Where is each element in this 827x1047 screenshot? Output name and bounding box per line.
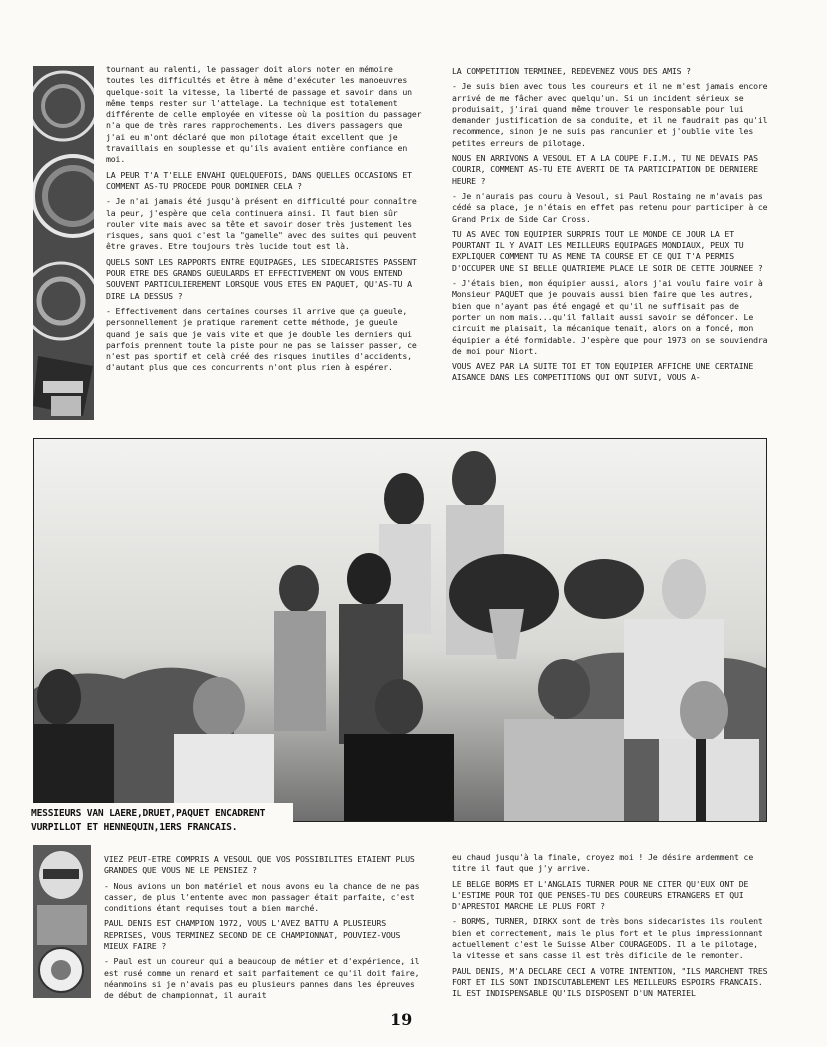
interview-question: PAUL DENIS EST CHAMPION 1972, VOUS L'AVEZ BATTU A PLUSIEURS REPRISES, VOUS TERMINEZ SECOND DE CE CHAMPIONNAT, POUVIEZ-VOUS MIEUX FAIRE ? — [104, 918, 401, 952]
paragraph: tournant au ralenti, le passager doit alors noter en mémoire toutes les difficultés et être à même d'exécuter les manoeuvres quelque-soit la vitesse, la liberté de passage et savoir dans un même temps rester sur l'attelage. La technique est totalement différente de celle employée en vitesse où la position du passager n'a que de très rares rapprochements. Les divers passagers que j'ai eu m'ont déclaré que mon pilotage était excellent que je travaillais en souplesse et qu'ils avaient entière confiance en moi. — [106, 64, 422, 165]
interview-question: VIEZ PEUT-ETRE COMPRIS A VESOUL QUE VOS POSSIBILITES ETAIENT PLUS GRANDES QUE VOUS NE LE PENSIEZ ? — [104, 854, 415, 876]
photo-caption — [27, 803, 293, 841]
article-column-bottom-left — [104, 854, 422, 1006]
interview-answer: - BORMS, TURNER, DIRKX sont de très bons sidecaristes ils roulent bien et correctement, mais le plus fort et le plus impressionnant actuellement c'est le Suisse Alber COURAGEODS. Il a le pilotage, la vitesse et sans casse il est très dificile de le remonter. — [452, 916, 763, 961]
interview-question: NOUS EN ARRIVONS A VESOUL ET A LA COUPE F.I.M., TU NE DEVAIS PAS COURIR, COMMENT AS-TU ETE AVERTI DE TA PARTICIPATION DE DERNIERE HEURE ? — [452, 153, 758, 186]
interview-answer: - Je n'ai jamais été jusqu'à présent en difficulté pour connaître la peur, j'espère que cela continuera ainsi. Il faut bien sûr rouler vite mais avec sa tête et savoir doser très justement les risques, sans quoi c'est la "gamelle" avec des suites qui peuvent être graves. Etre toujours très lucide tout est là. — [106, 196, 417, 252]
podium-group-photo — [33, 438, 767, 822]
interview-answer: eu chaud jusqu'à la finale, croyez moi ! Je désire ardemment ce titre il faut que j'y arrive. — [452, 852, 754, 874]
interview-answer: - Effectivement dans certaines courses il arrive que ça gueule, personnellement je pratique rarement cette méthode, je gueule quand je sais que je vais vite et que je double les derniers qui parfois prennent toute la piste pour ne pas se laisser passer, ce n'est pas sportif et celà créé des risques inutiles d'accidents, d'autant plus que ces concurrents n'ont plus rien à espérer. — [106, 305, 417, 373]
motorcycle-wheel-illustration — [33, 66, 94, 420]
interview-question: LE BELGE BORMS ET L'ANGLAIS TURNER POUR NE CITER QU'EUX ONT DE L'ESTIME POUR TOI QUE PENSES-TU DES COUREURS ETRANGERS ET QUI D'APRESTOI MARCHE LE PLUS FORT ? — [452, 878, 749, 912]
article-column-top-left — [106, 64, 422, 378]
interview-question: TU AS AVEC TON EQUIPIER SURPRIS TOUT LE MONDE CE JOUR LA ET POURTANT IL Y AVAIT LES MEILLEURS EQUIPAGES MONDIAUX, PEUX TU EXPLIQUER COMMENT TU AS MENE TA COURSE ET CE QUI T'A PERMIS D'OCCUPER UNE SI BELLE QUATRIEME PLACE LE SOIR DE CETTE JOURNEE ? — [452, 228, 763, 273]
article-column-bottom-right — [452, 852, 770, 1004]
interview-question: PAUL DENIS, M'A DECLARE CECI A VOTRE INTENTION, "ILS MARCHENT TRES FORT ET ILS SONT INDISCUTABLEMENT LES MEILLEURS ESPOIRS FRANCAIS. IL EST INDISPENSABLE QU'ILS DISPOSENT D'UN MATERIEL — [452, 965, 768, 999]
article-column-top-right — [452, 66, 770, 388]
interview-question: LA COMPETITION TERMINEE, REDEVENEZ VOUS DES AMIS ? — [452, 66, 691, 76]
page-number: 19 — [390, 1010, 413, 1029]
interview-question: LA PEUR T'A T'ELLE ENVAHI QUELQUEFOIS, DANS QUELLES OCCASIONS ET COMMENT AS-TU PROCEDE POUR DOMINER CELA ? — [106, 169, 412, 191]
decorative-side-image-bottom — [33, 845, 91, 998]
interview-answer: - Paul est un coureur qui a beaucoup de métier et d'expérience, il est rusé comme un renard et sait parfaitement ce qu'il doit faire, néanmoins si je n'avais pas eu plusieurs pannes dans les épreuves de début de championnat, il aurait — [104, 956, 420, 1001]
interview-question: QUELS SONT LES RAPPORTS ENTRE EQUIPAGES, LES SIDECARISTES PASSENT POUR ETRE DES GRANDS GUEULARDS ET EFFECTIVEMENT ON VOUS ENTEND SOUVENT PARTICULIEREMENT LORSQUE VOUS ETES EN PAQUET, QU'AS-TU A DIRE LA DESSUS ? — [106, 256, 417, 301]
interview-question: VOUS AVEZ PAR LA SUITE TOI ET TON EQUIPIER AFFICHE UNE CERTAINE AISANCE DANS LES COMPETITIONS QUI ONT SUIVI, VOUS A- — [452, 361, 754, 383]
interview-answer: - J'étais bien, mon équipier aussi, alors j'ai voulu faire voir à Monsieur PAQUET que je pouvais aussi bien faire que les autres, bien que n'ayant pas été engagé et qu'il ne suffisait pas de porter un nom mais...qu'il fallait aussi savoir se défoncer. Le circuit me plaisait, la mécanique tenait, alors on a foncé, mon équipier a été formidable. J'espère que pour 1973 on se souviendra de moi pour Niort. — [452, 278, 768, 356]
interview-answer: - Je n'aurais pas couru à Vesoul, si Paul Rostaing ne m'avais pas cédé sa place, je n'étais en effet pas retenu pour participer à ce Grand Prix de Side Car Cross. — [452, 190, 768, 224]
caption-line: MESSIEURS VAN LAERE,DRUET,PAQUET ENCADRENT — [31, 808, 266, 819]
caption-line: VURPILLOT ET HENNEQUIN,1ERS FRANCAIS. — [31, 822, 238, 833]
interview-answer: - Nous avions un bon matériel et nous avons eu la chance de ne pas casser, de plus l'entente avec mon passager était parfaite, c'est conditions étant requises tout a bien marché. — [104, 880, 420, 914]
interview-answer: - Je suis bien avec tous les coureurs et il ne m'est jamais encore arrivé de me fâcher avec quelqu'un. Si un incident sérieux se produisait, j'irai quand même trouver le responsable pour lui demander justification de sa conduite, et il ne faudrait pas qu'il recommence, sinon je ne suis pas rancunier et j'oublie vite les petites erreurs de pilotage. — [452, 81, 768, 148]
decorative-side-image-top — [33, 66, 94, 420]
rider-helmet-illustration — [33, 845, 91, 998]
podium-photo-illustration — [34, 439, 767, 822]
